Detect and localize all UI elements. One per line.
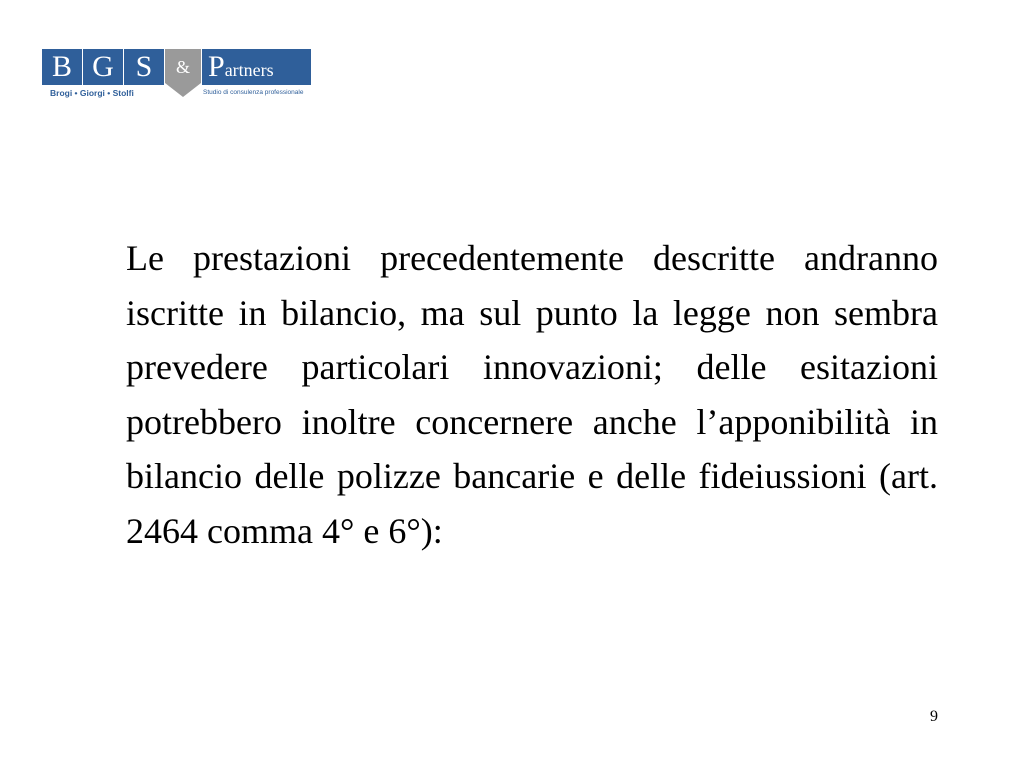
logo-ampersand-shield bbox=[165, 49, 201, 85]
logo-partners-rest: artners bbox=[224, 60, 274, 80]
logo-letter-g: G bbox=[83, 49, 123, 85]
logo-ampersand: & bbox=[175, 57, 190, 77]
logo-subtitle-names: Brogi • Giorgi • Stolfi bbox=[50, 88, 134, 98]
logo-partners-initial: P bbox=[208, 50, 225, 83]
company-logo bbox=[42, 47, 314, 101]
page-number: 9 bbox=[930, 708, 938, 725]
logo-partners bbox=[202, 49, 311, 85]
slide-paragraph: Le prestazioni precedentemente descritte andranno iscritte in bilancio, ma sul punto la legge non sembra prevedere particolari innovazioni; delle esitazioni potrebbero inoltre concernere anche l’apponibilità in bilancio delle polizze bancarie e delle fideiussioni (art. 2464 comma 4° e 6°): bbox=[126, 238, 938, 551]
logo-letter-s: S bbox=[124, 49, 164, 85]
logo-letter-b: B bbox=[42, 49, 82, 85]
logo-subtitle-tagline: Studio di consulenza professionale bbox=[203, 89, 304, 96]
